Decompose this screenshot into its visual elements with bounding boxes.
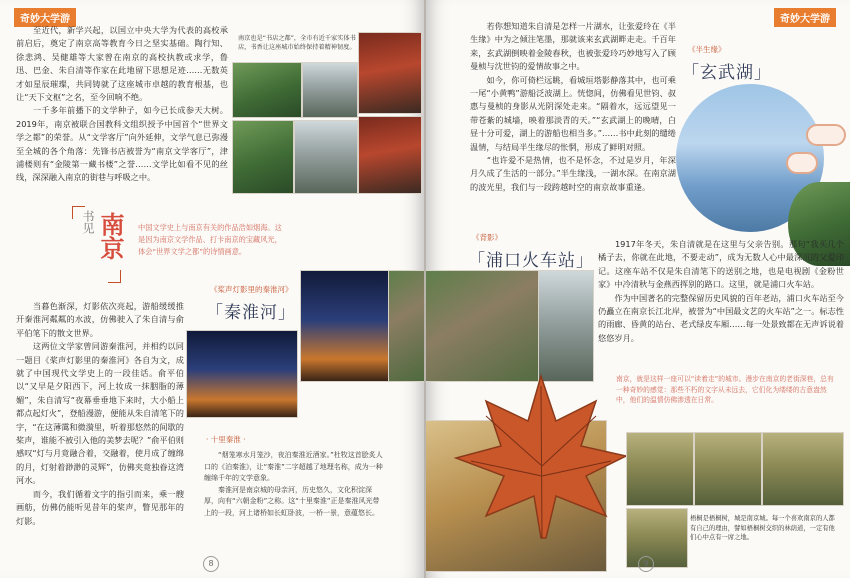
left-page (0, 0, 424, 578)
paragraph: 若你想知道朱自清是怎样一片湖水，让张爱玲在《半生缘》中为之倾注笔墨，那就该来玄武湖畔走走。千百年来，玄武湖倒映着金陵春秋，也被张爱玲巧妙地写入了顾曼桢与沈世钧的爱情故事之中。 (470, 21, 676, 72)
paragraph: 这两位文学家曾同游秦淮河，并相约以同一题目《桨声灯影里的秦淮河》各自为文，成就了中国现代文学史上的一段佳话。俞平伯以“又早是夕阳西下，河上妆成一抹胭脂的薄媚”，朱自清写“夜幕垂垂地下来时，大小船上都点起灯火”，登船漫游，便能从朱自清笔下的字，“在这薄霭和微漪里，听着那悠然的间歇的桨声，谁能不被引入他的美梦去呢？”俞平伯则感叹“灯与月竟融合着，交融着，使月成了缠绵的月，灯射着渺渺的灵辉”，仿佛夹竟独眷这湾河水。 (16, 341, 184, 486)
notes-text: “烟笼寒水月笼沙，夜泊秦淮近酒家。”杜牧这首脍炙人口的《泊秦淮》，让“秦淮”二字超越了地理名称，成为一种缠绵千年的文学意象。 秦淮河是南京城的母亲河，历史悠久，文化积淀深厚，向有“六朝金粉”之称。这“十里秦淮”正是秦淮风光带上的一段，河上诸桥如长虹卧波，一桥一景，意蕴悠长。 (204, 451, 383, 517)
qinhuai-night-photo (300, 270, 392, 382)
cloud-ornament (786, 152, 818, 174)
intro-column (16, 24, 228, 185)
paragraph: “也许爱不是热情，也不是怀念，不过是岁月，年深月久成了生活的一部分。”半生缘浅，一湖水深。在南京湖的波光里，我们与一段跨越时空的南京故事重逢。 (470, 155, 676, 192)
garden-photo (232, 62, 302, 118)
page-number: 8 (203, 556, 219, 572)
section-heading: 「玄武湖」 (682, 63, 772, 83)
bookstore-photo (358, 32, 422, 114)
qinhuai-boat-photo (186, 330, 298, 418)
paragraph: 如今，你可倚栏远眺，看城垣塔影静落其中，也可乘一尾“小黄鸭”游船泛波湖上。恍惚间，仿佛看见世钧、叔惠与曼桢的身影从光阴深处走来。“隔着水，远远望见一带苍紫的城墙，映着那淡青的天。”“玄武湖上的晚晴，白昼十分可爱，湖上的游船也相当多。”……书中此刻的缱绻温情，与结局半生缘尽的怅惘，形成了鲜明对照。 (470, 74, 676, 152)
campus-building-photo (294, 120, 358, 194)
hall-photo (358, 116, 422, 194)
pavilion-photo (232, 120, 294, 194)
section-subtitle: 《背影》 (472, 233, 502, 242)
section-tab: 奇妙大学游 (774, 8, 836, 27)
notes-title: · 十里秦淮 · (206, 435, 246, 444)
paragraph: 作为中国著名的完整保留历史风貌的百年老站，浦口火车站至今仍矗立在南京长江北岸，被誉为“中国最文艺的火车站”之一。标志性的雨廊、昏黄的站台、老式绿皮车厢……每一处景致都在无声诉说着悠悠岁月。 (598, 292, 844, 343)
section-heading: 「秦淮河」 (206, 303, 296, 323)
title-bracket-bottom (108, 270, 121, 283)
section-heading: 「浦口火车站」 (468, 251, 594, 271)
section-tab: 奇妙大学游 (14, 8, 76, 27)
page-number: 9 (638, 556, 654, 572)
photo-caption: 梧桐是梧桐树，城是南京城。每一个喜欢南京的人都有自己的理由，譬如梧桐树交织的林荫道，一定有他们心中点有一席之地。 (690, 515, 835, 541)
paragraph: 一千多年前播下的文学种子，如今已长成参天大树。2019年，南京被联合国教科文组织授予中国首个“世界文学之都”的荣誉。从“文学客厅”向外延伸，文学气息已弥漫至全城的各个角落：先锋书店被誉为“南京文学客厅”，津浦楼则有“金陵第一藏书楼”之誉……文学比如看不见的丝线，深深融入南京的街巷与呼吸之中。 (16, 105, 228, 183)
paragraph: 至近代，新学兴起，以国立中央大学为代表的高校承前启后，奠定了南京高等教育今日之坚实基础。陶行知、徐悲鸿、吴健雄等大家曾在南京的高校执教或求学，鲁迅、巴金、朱自清等作家在此地留下思想足迹……无数英才如星辰璀璨，共同铸就了这座城市卓越的教育根基，也让“天下文枢”之名，至今回响不绝。 (16, 25, 228, 103)
maple-leaf-icon (446, 366, 636, 546)
cloud-ornament (806, 124, 846, 146)
plane-tree-photo-3 (762, 432, 844, 506)
xuanwu-column (470, 20, 676, 194)
paragraph: 1917年冬天，朱自清就是在这里与父亲告别。那句“我买几个橘子去，你就在此地，不要走动”，成为无数人心中最深沉的父爱印记。这座车站不仅是朱自清笔下的送别之地，也是电视剧《金粉世家》中冷清秋与金燕西挥别的路口。这里，就是浦口火车站。 (598, 239, 844, 290)
paragraph: 当暮色渐深，灯影依次亮起，游船缓缓推开秦淮河粼粼的水波，仿佛驶入了朱自清与俞平伯笔下的散文世界。 (16, 301, 184, 338)
section-subtitle: 《半生缘》 (688, 45, 726, 54)
plane-tree-photo-1 (626, 432, 694, 506)
plane-tree-photo-2 (694, 432, 762, 506)
section-intro: 中国文学史上与南京有关的作品浩如烟海。这是因为南京文学作品、打卡南京的宝藏风光，体会“世界文学之都”的诗情画意。 (138, 223, 282, 256)
paragraph: 而今，我们循着文字的指引而来，乘一艘画舫，仿佛仍能听见昔年的桨声，瞥见那年的灯影。 (16, 488, 184, 526)
qinhuai-column (16, 300, 184, 528)
aerial-photo (388, 270, 424, 382)
section-subtitle: 《桨声灯影里的秦淮河》 (210, 285, 293, 294)
avenue-photo (626, 508, 688, 568)
photo-caption: 南京也是“书店之都”，全市有近千家实体书店，书香让这座城市始终保持着精神韧度。 (238, 35, 356, 51)
section-title-prefix: 书见 (81, 210, 95, 234)
right-page (426, 0, 850, 578)
closing-quote: 南京，就是这样一座可以“读着走”的城市。漫步在南京的老街深巷，总有一种奇妙的感觉：那些不朽的文字从未远去，它们化为缕缕的古意盎然中，他们的温情仿佛渗透在日常。 (616, 375, 834, 404)
pukou-column (598, 238, 844, 345)
section-title: 南京 (96, 212, 125, 260)
library-photo (302, 62, 358, 118)
